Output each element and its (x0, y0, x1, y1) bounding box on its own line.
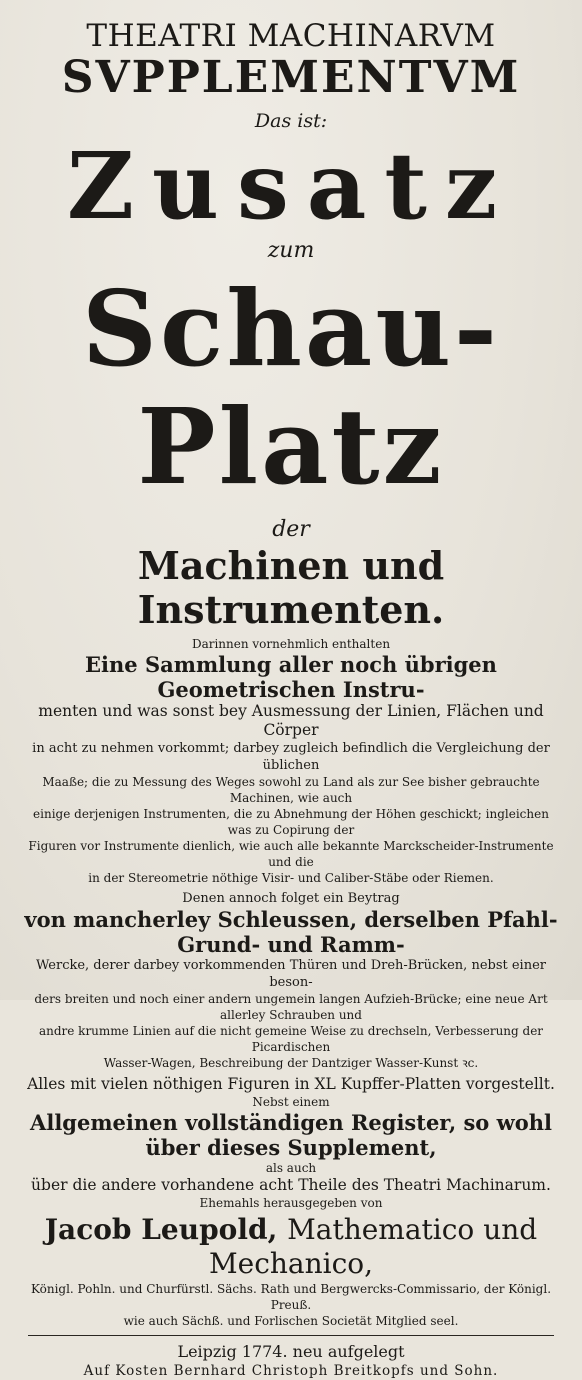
als-auch-line: als auch (265, 1161, 317, 1175)
ehemahls-line: Ehemahls herausgegeben von (199, 1196, 383, 1210)
alles-line: Alles mit vielen nöthigen Figuren in XL Kupffer-Platten vorgestellt. (27, 1075, 555, 1093)
sammlung-line-6: Figuren vor Instrumente dienlich, wie auch alle bekannte Marckscheider-Instrumente und die (28, 839, 554, 869)
author-name: Jacob Leupold, (44, 1213, 278, 1246)
title-line-theatri: THEATRI MACHINARVM (86, 18, 496, 54)
author-line (22, 1213, 560, 1281)
sammlung-line-5: einige derjenigen Instrumenten, die zu Abnehmung der Höhen geschickt; ingleichen was zu Copirung der (33, 807, 549, 837)
schleussen-line-4: andre krumme Linien auf die nicht gemeine Weise zu drechseln, Verbesserung der Picardischen (38, 1024, 544, 1054)
sammlung-line-3: in acht zu nehmen vorkommt; darbey zugleich befindlich die Vergleichung der üblichen (32, 741, 550, 773)
title-schauplatz: Schau-Platz (81, 267, 501, 508)
author-title: Mathematico und Mechanico, (208, 1213, 538, 1280)
schleussen-line-2: Wercke, derer darbey vorkommenden Thüren und Dreh-Brücken, nebst einer beson- (35, 958, 546, 990)
sammlung-line-2: menten und was sonst bey Ausmessung der Linien, Flächen und Cörper (38, 702, 544, 739)
title-der: der (272, 517, 310, 542)
schleussen-line-5: Wasser-Wagen, Beschreibung der Dantziger Wasser-Kunst ꝛc. (103, 1056, 479, 1070)
title-line-supplementum: SVPPLEMENTVM (61, 52, 521, 103)
title-machinen: Machinen und Instrumenten. (137, 543, 445, 632)
sammlung-line-7: in der Stereometrie nöthige Visir- und Caliber-Stäbe oder Riemen. (88, 871, 494, 885)
title-zusatz: Zusatz (66, 132, 516, 240)
nebst-line: Nebst einem (252, 1095, 330, 1109)
schleussen-line-3: ders breiten und noch einer andern ungemein langen Aufzieh-Brücke; eine neue Art allerley Schrauben und (34, 992, 548, 1022)
imprint-leipzig: Leipzig 1774. neu aufgelegt (177, 1342, 405, 1361)
schleussen-heading: von mancherley Schleussen, derselben Pfahl-Grund- und Ramm- (24, 907, 558, 957)
imprint-kosten: Auf Kosten Bernhard Christoph Breitkopfs und Sohn. (83, 1363, 499, 1379)
title-zum: zum (267, 238, 315, 263)
koenig-line-1: Königl. Pohln. und Churfürstl. Sächs. Rath und Bergwercks-Commissario, der Königl. Preuß. (30, 1282, 552, 1312)
sammlung-heading: Eine Sammlung aller noch übrigen Geometrischen Instru- (85, 652, 497, 702)
darinnen-line: Darinnen vornehmlich enthalten (191, 637, 391, 651)
imprint-rule (28, 1335, 554, 1336)
register-line: Allgemeinen vollständigen Register, so wohl über dieses Supplement, (30, 1110, 552, 1160)
das-ist: Das ist: (254, 110, 328, 132)
koenig-line-2: wie auch Sächß. und Forlischen Societät Mitglied seel. (123, 1314, 459, 1328)
denen-line: Denen annoch folget ein Beytrag (182, 891, 400, 906)
sammlung-line-4: Maaße; die zu Messung des Weges sowohl zu Land als zur See bisher gebrauchte Machinen, wie auch (42, 775, 540, 805)
ueber-line: über die andere vorhandene acht Theile des Theatri Machinarum. (31, 1176, 551, 1194)
